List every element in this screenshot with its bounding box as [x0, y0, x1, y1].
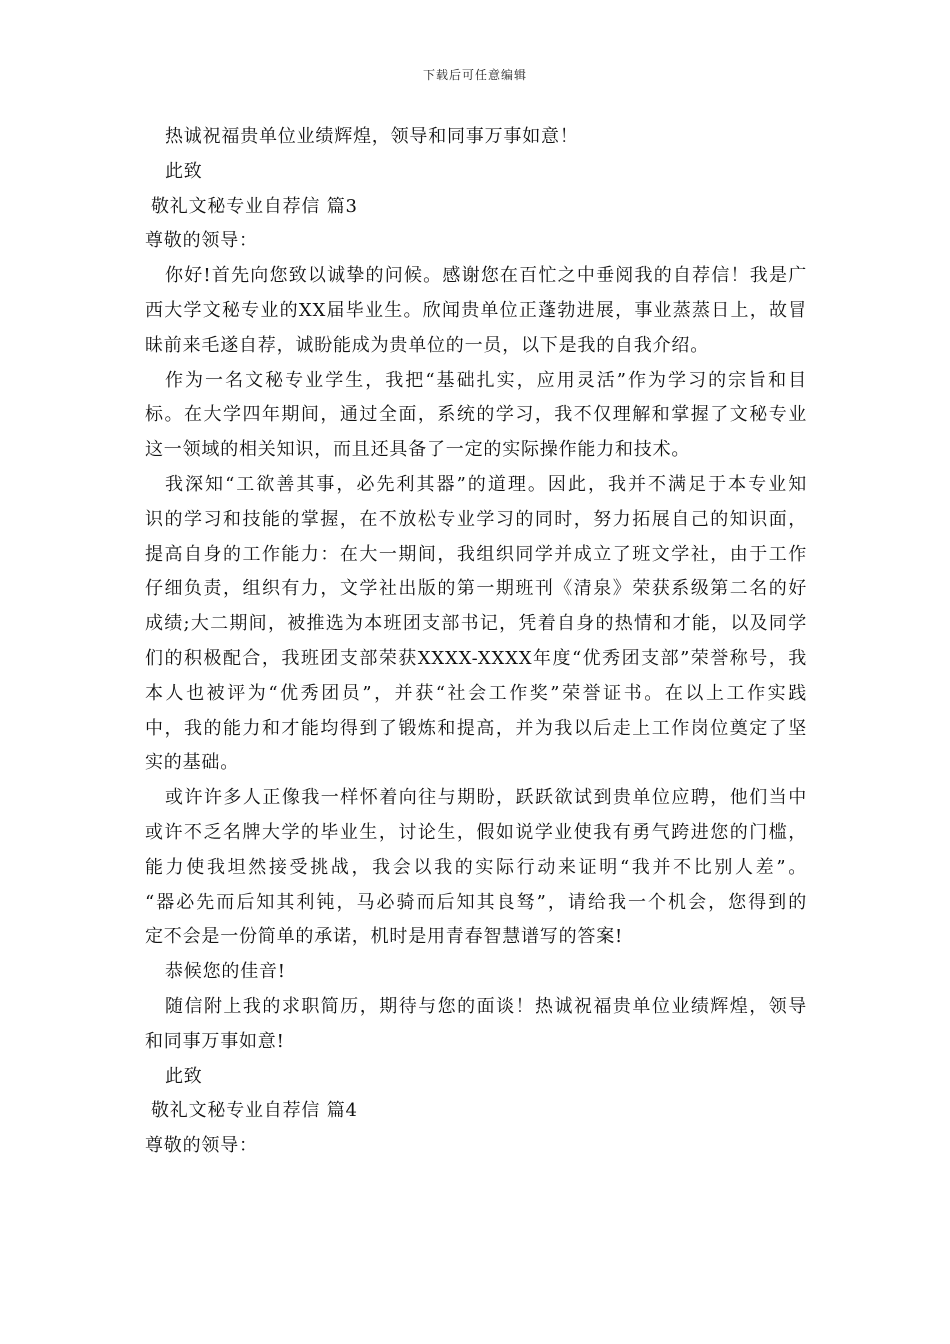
text-line: 恭候您的佳音!: [165, 961, 286, 983]
text-line: 昧前来毛遂自荐，诚盼能成为贵单位的一员，以下是我的自我介绍。: [145, 334, 709, 356]
text-line: 中，我的能力和才能均得到了锻炼和提高，并为我以后走上工作岗位奠定了坚: [145, 717, 807, 739]
text-line: 你好!首先向您致以诚挚的问候。感谢您在百忙之中垂阅我的自荐信！我是广: [165, 265, 807, 287]
text-line: 敬礼文秘专业自荐信 篇3: [151, 195, 358, 217]
document-body: [145, 120, 807, 1164]
text-line: 仔细负责，组织有力，文学社出版的第一期班刊《清泉》荣获系级第二名的好: [145, 578, 807, 600]
text-line: 本人也被评为“优秀团员”，并获“社会工作奖”荣誉证书。在以上工作实践: [145, 682, 807, 704]
text-line: 随信附上我的求职简历，期待与您的面谈！热诚祝福贵单位业绩辉煌，领导: [165, 995, 807, 1017]
text-line: 敬礼文秘专业自荐信 篇4: [151, 1100, 358, 1122]
text-line: 尊敬的领导：: [145, 230, 258, 252]
text-line: 或许不乏名牌大学的毕业生，讨论生，假如说学业使我有勇气跨进您的门槛，: [145, 821, 807, 843]
text-line: 识的学习和技能的掌握，在不放松专业学习的同时，努力拓展自己的知识面，: [145, 508, 807, 530]
text-line: 和同事万事如意!: [145, 1030, 285, 1052]
text-line: 实的基础。: [145, 752, 239, 774]
text-line: 们的积极配合，我班团支部荣获XXXX-XXXX年度“优秀团支部”荣誉称号，我: [145, 647, 807, 669]
text-line: 标。在大学四年期间，通过全面，系统的学习，我不仅理解和掌握了文秘专业: [145, 404, 807, 426]
text-line: 此致: [165, 1065, 203, 1087]
text-line: 成绩;大二期间，被推选为本班团支部书记，凭着自身的热情和才能，以及同学: [145, 613, 807, 635]
page-header: 下载后可任意编辑: [422, 68, 527, 82]
text-line: 我深知“工欲善其事，必先利其器”的道理。因此，我并不满足于本专业知: [165, 473, 807, 495]
text-line: 西大学文秘专业的XX届毕业生。欣闻贵单位正蓬勃进展，事业蒸蒸日上，故冒: [145, 299, 807, 321]
text-line: 热诚祝福贵单位业绩辉煌，领导和同事万事如意！: [165, 126, 579, 147]
text-line: 能力使我坦然接受挑战，我会以我的实际行动来证明“我并不比别人差”。: [145, 856, 807, 878]
text-line: 此致: [165, 160, 203, 182]
text-line: 定不会是一份简单的承诺，机时是用青春智慧谱写的答案!: [145, 926, 624, 948]
text-line: 提高自身的工作能力：在大一期间，我组织同学并成立了班文学社，由于工作: [145, 543, 807, 565]
text-line: 或许许多人正像我一样怀着向往与期盼，跃跃欲试到贵单位应聘，他们当中: [165, 787, 807, 809]
text-line: 作为一名文秘专业学生，我把“基础扎实，应用灵活”作为学习的宗旨和目: [165, 369, 807, 391]
text-line: 尊敬的领导：: [145, 1135, 258, 1157]
text-line: 这一领域的相关知识，而且还具备了一定的实际操作能力和技术。: [145, 439, 691, 461]
text-line: “器必先而后知其利钝，马必骑而后知其良驽”，请给我一个机会，您得到的: [145, 891, 807, 913]
